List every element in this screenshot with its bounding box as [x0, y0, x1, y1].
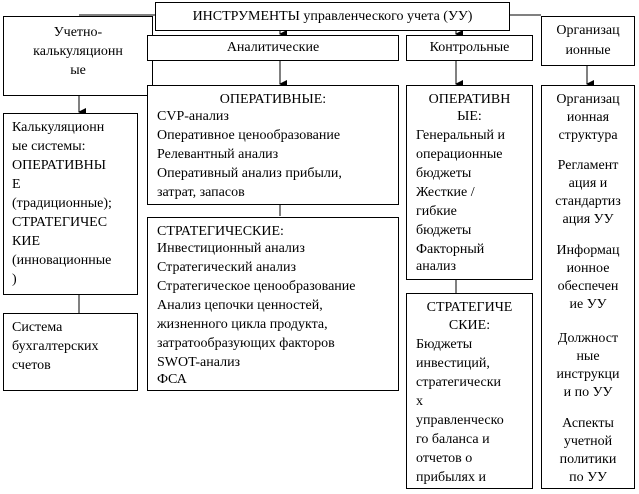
category-accounting-line-1: Учетно- — [53, 25, 103, 40]
control-operational-item-6: бюджеты — [416, 223, 472, 238]
analytical-strategic-item-2: Стратегический анализ — [157, 260, 297, 275]
org-item-2-line-2: ация и — [568, 176, 608, 191]
category-control-text: Контрольные — [429, 40, 510, 55]
org-item-3-line-2: ионное — [566, 261, 610, 276]
control-strategic-item-7: отчетов о — [416, 451, 473, 466]
control-strategic-item-5: управленческо — [416, 413, 504, 428]
category-analytical — [147, 35, 399, 61]
costing-systems-line-8: (инновационные — [12, 253, 112, 268]
category-accounting — [3, 16, 153, 96]
org-item-1-line-2: ионная — [566, 110, 610, 125]
costing-systems-line-6: СТРАТЕГИЧЕС — [12, 215, 108, 230]
control-operational-item-2: операционные — [416, 147, 503, 162]
costing-systems-line-1: Калькуляционн — [12, 120, 105, 135]
control-operational-item-4: Жесткие / — [416, 185, 475, 200]
title-text: ИНСТРУМЕНТЫ управленческого учета (УУ) — [192, 9, 473, 24]
analytical-operational-item-3: Релевантный анализ — [157, 147, 279, 162]
analytical-strategic-heading: СТРАТЕГИЧЕСКИЕ: — [157, 224, 284, 239]
org-item-3-line-1: Информац — [556, 243, 620, 258]
accounts-system-line-2: бухгалтерских — [12, 339, 99, 354]
category-control — [406, 35, 533, 61]
control-strategic-item-6: го баланса и — [416, 432, 490, 447]
org-item-2-line-1: Регламент — [557, 158, 619, 173]
category-accounting-line-3: ые — [70, 63, 86, 78]
control-strategic-item-1: Бюджеты — [416, 337, 473, 352]
org-item-4-line-3: инструкци — [556, 367, 620, 382]
analytical-operational-box — [147, 85, 399, 205]
org-item-2-line-4: ация УУ — [562, 212, 614, 227]
analytical-strategic-item-5: жизненного цикла продукта, — [157, 317, 328, 332]
control-operational-item-5: гибкие — [416, 204, 457, 219]
org-item-5-line-2: учетной — [563, 434, 613, 449]
analytical-strategic-box — [147, 217, 399, 391]
category-organizational — [541, 16, 635, 66]
analytical-strategic-item-4: Анализ цепочки ценностей, — [157, 298, 323, 313]
control-operational-item-3: бюджеты — [416, 166, 472, 181]
control-operational-item-7: Факторный — [416, 242, 485, 257]
costing-systems-line-9: ) — [12, 272, 17, 287]
org-item-2-line-3: стандартиз — [555, 194, 621, 209]
costing-systems-line-5: (традиционные); — [12, 196, 112, 211]
control-operational-item-1: Генеральный и — [416, 128, 506, 143]
analytical-strategic-item-8: ФСА — [157, 372, 187, 387]
org-item-3-line-3: обеспечен — [557, 279, 619, 294]
analytical-strategic-item-1: Инвестиционный анализ — [157, 241, 305, 256]
control-strategic-box — [406, 293, 533, 489]
control-operational-heading-line-2: ЫЕ: — [457, 109, 482, 124]
organizational-list-box — [541, 85, 635, 489]
control-strategic-item-3: стратегически — [416, 375, 502, 390]
costing-systems-line-2: ые системы: — [12, 139, 86, 154]
analytical-operational-heading: ОПЕРАТИВНЫЕ: — [219, 92, 327, 107]
costing-systems-box — [3, 113, 138, 295]
control-operational-box — [406, 85, 533, 280]
costing-systems-line-7: КИЕ — [12, 234, 40, 249]
org-item-1-line-3: структура — [558, 128, 618, 143]
category-accounting-line-2: калькуляционн — [33, 44, 123, 59]
org-item-4-line-1: Должност — [557, 331, 619, 346]
org-item-4-line-2: ные — [576, 349, 600, 364]
org-item-3-line-4: ие УУ — [569, 297, 607, 312]
control-strategic-item-8: прибылях и — [416, 470, 486, 485]
control-strategic-item-4: х — [416, 394, 423, 409]
control-operational-item-8: анализ — [416, 259, 457, 274]
analytical-strategic-item-3: Стратегическое ценообразование — [157, 279, 356, 294]
costing-systems-line-4: Е — [12, 177, 21, 192]
category-organizational-line-1: Организац — [556, 23, 620, 38]
accounts-system-line-1: Система — [12, 320, 63, 335]
analytical-operational-item-1: CVP-анализ — [157, 109, 229, 124]
title-box — [155, 2, 510, 31]
analytical-operational-item-5: затрат, запасов — [157, 185, 245, 200]
control-strategic-item-2: инвестиций, — [416, 356, 490, 371]
org-item-4-line-4: и по УУ — [563, 385, 613, 400]
costing-systems-line-3: ОПЕРАТИВНЫ — [12, 158, 106, 173]
org-item-5-line-1: Аспекты — [562, 416, 614, 431]
org-item-1-line-1: Организац — [556, 92, 620, 107]
control-strategic-heading-line-2: СКИЕ: — [448, 318, 491, 333]
category-analytical-text: Аналитические — [226, 40, 320, 55]
accounts-system-box — [3, 313, 138, 391]
analytical-operational-item-2: Оперативное ценообразование — [157, 128, 341, 143]
org-item-5-line-4: по УУ — [569, 470, 607, 485]
org-item-5-line-3: политики — [559, 452, 617, 467]
analytical-strategic-item-6: затратообразующих факторов — [157, 336, 335, 351]
accounts-system-line-3: счетов — [12, 358, 51, 373]
control-strategic-heading-line-1: СТРАТЕГИЧЕ — [426, 300, 513, 315]
control-operational-heading-line-1: ОПЕРАТИВН — [428, 92, 511, 107]
analytical-operational-item-4: Оперативный анализ прибыли, — [157, 166, 342, 181]
category-organizational-line-2: ионные — [565, 43, 611, 58]
analytical-strategic-item-7: SWOT-анализ — [157, 355, 241, 370]
